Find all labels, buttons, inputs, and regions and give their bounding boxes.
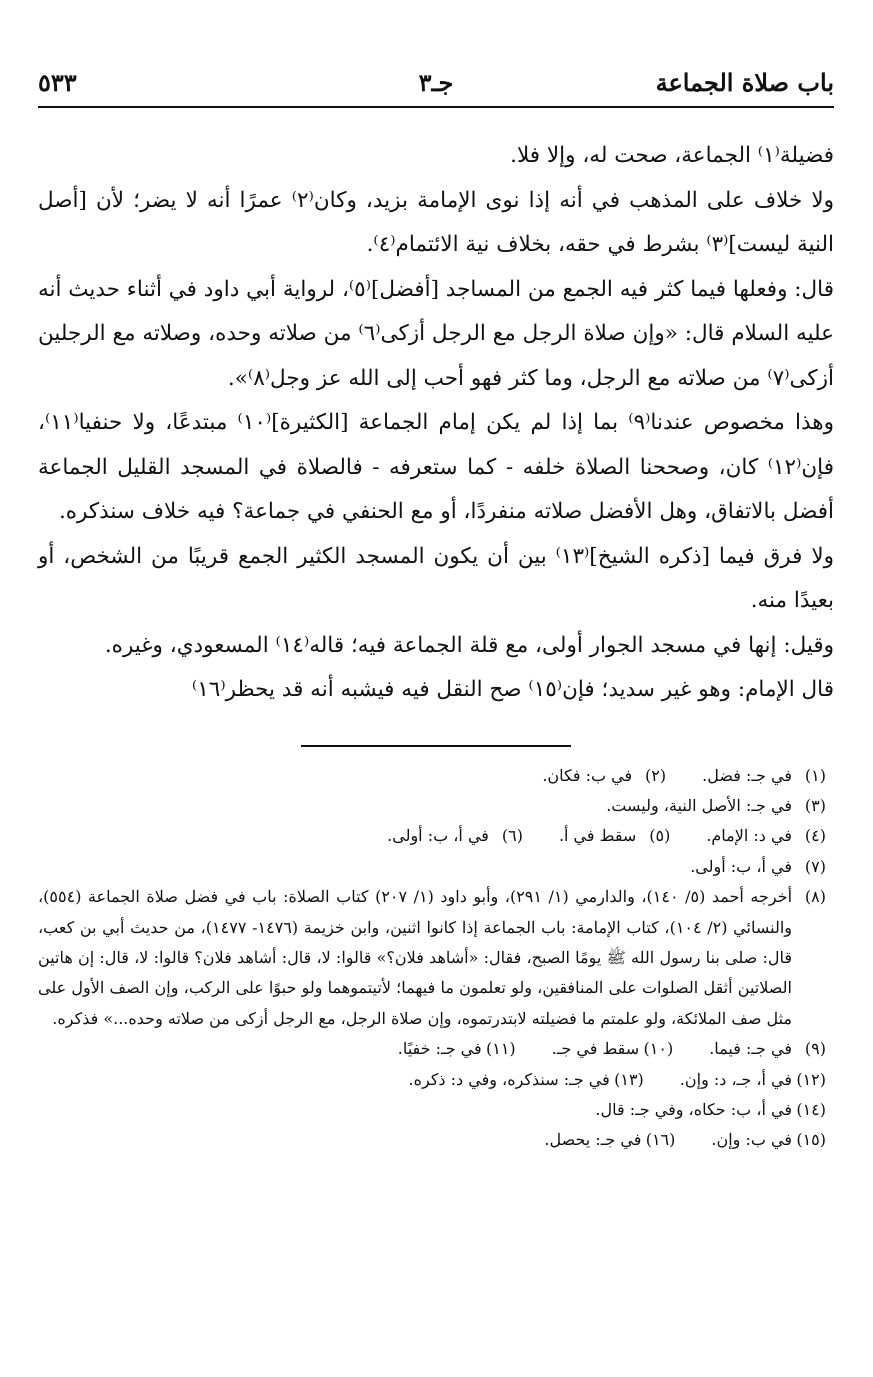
footnote [559,821,670,851]
footnote [680,1065,826,1095]
footnote-text: في جـ: سنذكره، وفي د: ذكره. [408,1069,610,1089]
footnote-number: (١٦) [645,1130,676,1150]
footnote-text: في ب: وإن. [711,1130,792,1150]
footnote-number: (١٢) [796,1069,826,1089]
footnote-number: (٤) [804,826,826,846]
footnote-line [38,1095,826,1125]
main-text [38,134,834,713]
footnote [702,761,826,791]
paragraph: ولا خلاف على المذهب في أنه إذا نوى الإمامة بزيد، وكان⁽٢⁾ عمرًا أنه لا يضر؛ لأن [أصل النية ليست]⁽٣⁾ بشرط في حقه، بخلاف نية الائتمام⁽٤⁾. [38,187,834,257]
footnote-text: في أ، ب: أولى. [690,856,792,876]
footnote [706,821,826,851]
paragraph: وهذا مخصوص عندنا⁽٩⁾ بما إذا لم يكن إمام الجماعة [الكثيرة]⁽١٠⁾ مبتدعًا، ولا حنفيا⁽١١⁾، فإن⁽١٢⁾ كان، وصححنا الصلاة خلفه - كما ستعرفه - فالصلاة في المسجد القليل الجماعة أفضل بالاتفاق، وهل الأفضل صلاته منفردًا، أو مع الحنفي في جماعة؟ فيه خلاف سنذكره. [38,410,834,524]
footnote [542,761,666,791]
footnote-long [38,882,826,1034]
footnote-text: سقط في جـ. [551,1039,640,1059]
footnote [544,1125,675,1155]
footnote-number: (٦) [501,826,523,846]
footnote-line [38,821,826,851]
footnote [595,1095,826,1125]
book-page [38,62,834,1156]
footnote-number: (٥) [649,826,671,846]
footnote-number: (١٣) [614,1069,644,1089]
paragraph: فضيلة⁽١⁾ الجماعة، صحت له، وإلا فلا. [510,143,834,168]
footnote-text: في د: الإمام. [706,826,792,846]
footnote-number: (١٤) [796,1099,826,1119]
footnote-text: في جـ: الأصل النية، وليست. [606,795,792,815]
footnote-line [38,791,826,821]
paragraph: قال: وفعلها فيما كثر فيه الجمع من المساجد [أفضل]⁽٥⁾، لرواية أبي داود في أثناء حديث أنه عليه السلام قال: «وإن صلاة الرجل مع الرجل أزكى⁽٦⁾ من صلاته وحده، وصلاته مع الرجلين أزكى⁽٧⁾ من صلاته مع الرجل، وما كثر فهو أحب إلى الله عز وجل⁽٨⁾». [37,276,834,391]
footnote-text: سقط في أ. [558,826,637,846]
footnote-number: (١٥) [796,1130,826,1150]
paragraph: وقيل: إنها في مسجد الجوار أولى، مع قلة الجماعة فيه؛ قاله⁽١٤⁾ المسعودي، وغيره. [104,632,834,658]
chapter-title: باب صلاة الجماعة [655,68,834,97]
page-number: ٥٣٣ [38,68,77,97]
footnote-number: (١١) [485,1039,516,1059]
footnote-text: في جـ: يحصل. [544,1130,642,1150]
footnote-text: في أ، ب: حكاه، وفي جـ: قال. [595,1099,792,1119]
footnote-text: في أ، جـ، د: وإن. [679,1069,792,1089]
footnote-number: (٣) [804,795,826,815]
footnote-text: في أ، ب: أولى. [387,826,489,846]
footnote-number: (٩) [804,1039,826,1059]
footnote-number: (٢) [645,765,667,785]
footnote [690,852,826,882]
footnote [387,821,523,851]
volume-label: جـ٣ [418,68,454,97]
paragraph: ولا فرق فيما [ذكره الشيخ]⁽١٣⁾ بين أن يكون المسجد الكثير الجمع قريبًا من الشخص، أو بعيدًا منه. [38,543,834,613]
running-header [38,62,834,108]
footnote-number: (١) [804,765,826,785]
footnote-number: (٨) [804,887,826,907]
footnote [552,1034,674,1064]
footnote [409,1065,644,1095]
footnote [709,1034,826,1064]
footnote-line [38,1065,826,1095]
footnote-text: في جـ: فيما. [709,1039,792,1059]
footnote-text: في جـ: فضل. [702,765,792,785]
paragraph: قال الإمام: وهو غير سديد؛ فإن⁽١٥⁾ صح النقل فيه فيشبه أنه قد يحظر⁽١٦⁾ [191,677,834,702]
footnote-line [38,1125,826,1155]
footnote-number: (١٠) [643,1039,674,1059]
footnote-line [38,761,826,791]
footnote-text: في ب: فكان. [542,765,633,785]
footnote-divider [301,745,571,747]
footnote-text: أخرجه أحمد (٥/ ١٤٠)، والدارمي (١/ ٢٩١)، وأبو داود (١/ ٢٠٧) كتاب الصلاة: باب في فضل صلاة الجماعة (٥٥٤)، والنسائي (٢/ ١٠٤)، كتاب الإمامة: باب الجماعة إذا كانوا اثنين، وابن خزيمة (١٤٧٦- ١٤٧٧)، من حديث أبي بن كعب، قال: صلى بنا رسول الله ﷺ يومًا الصبح، فقال: «أشاهد فلان؟» قالوا: لا، قال: أشاهد فلان؟ قالوا: لا، قال: إن هاتين الصلاتين أثقل الصلوات على المنافقين، ولو تعلمون ما فيهما؛ لأتيتموهما ولو حبوًا على الركب، وإن الصف الأول على مثل صف الملائكة، ولو علمتم ما فضيلته لابتدرتموه، وإن صلاة الرجل، مع الرجل أزكى من صلاته وحده...» فذكره. [38,887,793,1028]
footnote-number: (٧) [804,856,826,876]
footnote-line [38,1034,826,1064]
footnote [711,1125,826,1155]
footnote [398,1034,516,1064]
footnote-text: في جـ: خفيًا. [397,1039,482,1059]
footnote [606,791,826,821]
footnote-line [38,852,826,882]
footnotes [38,761,834,1156]
